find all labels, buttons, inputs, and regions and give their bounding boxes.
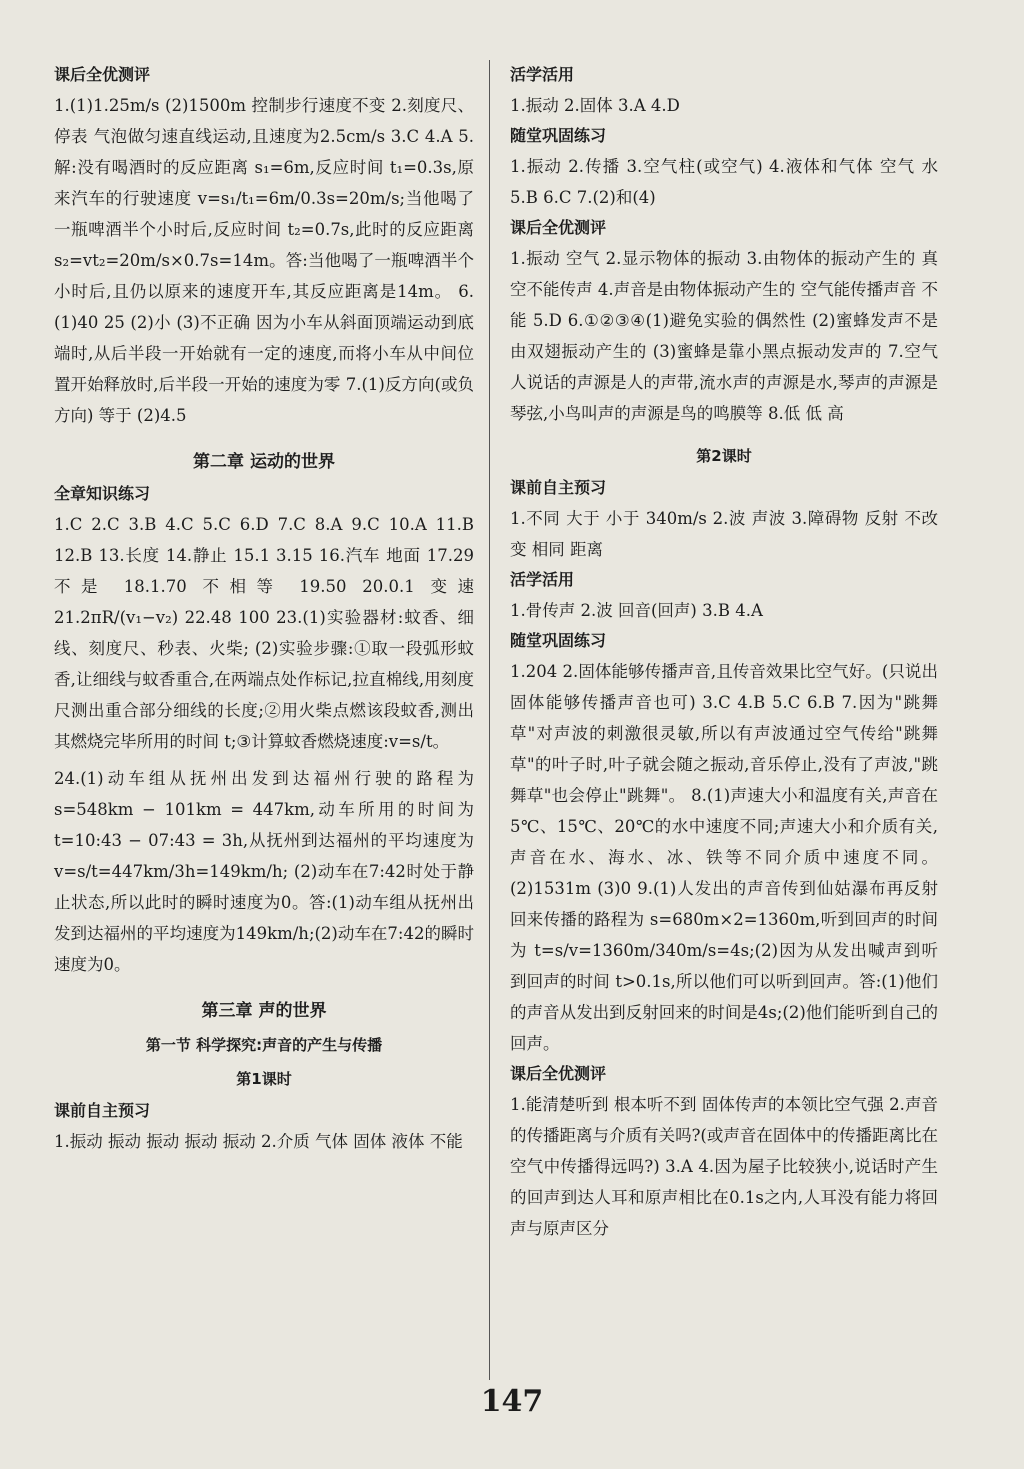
answer-paragraph: 1.振动 2.传播 3.空气柱(或空气) 4.液体和气体 空气 水 5.B 6.C 7.(2)和(4)	[510, 157, 938, 207]
section-title: 第一节 科学探究:声音的产生与传播	[145, 1036, 383, 1054]
section-heading: 课后全优测评	[510, 218, 607, 237]
answer-paragraph: 1.C 2.C 3.B 4.C 5.C 6.D 7.C 8.A 9.C 10.A 11.B 12.B 13.长度 14.静止 15.1 3.15 16.汽车 地面 17.29 不是 18.1.70 不相等 19.50 20.0.1 变速 21.2πR/(v₁−v₂) 22.48 100 23.(1)实验器材:蚊香、细线、刻度尺、秒表、火柴; (2)实验步骤:①取一段弧形蚊香,让细线与蚊香重合,在两端点处作标记,拉直棉线,用刻度尺测出重合部分细线的长度;②用火柴点燃该段蚊香,测出其燃烧完毕所用的时间 t;③计算蚊香燃烧速度:v=s/t。	[54, 515, 474, 751]
section-heading: 活学活用	[510, 570, 575, 589]
answer-paragraph: 1.振动 空气 2.显示物体的振动 3.由物体的振动产生的 真空不能传声 4.声音是由物体振动产生的 空气能传播声音 不能 5.D 6.①②③④(1)避免实验的偶然性 (2)蜜蜂发声不是由双翅振动产生的 (3)蜜蜂是靠小黑点振动发声的 7.空气 人说话的声源是人的声带,流水声的声源是水,琴声的声源是琴弦,小鸟叫声的声源是鸟的鸣膜等 8.低 低 高	[510, 249, 938, 423]
lesson-title: 第1课时	[236, 1070, 292, 1088]
section-heading: 课前自主预习	[54, 1101, 151, 1120]
answer-paragraph: 24.(1)动车组从抚州出发到达福州行驶的路程为 s=548km − 101km = 447km,动车所用的时间为 t=10:43 − 07:43 = 3h,从抚州到达福州的平均速度为 v=s/t=447km/3h=149km/h; (2)动车在7:42时处于静止状态,所以此时的瞬时速度为0。答:(1)动车组从抚州出发到达福州的平均速度为149km/h;(2)动车在7:42的瞬时速度为0。	[54, 769, 474, 974]
answer-paragraph: 1.(1)1.25m/s (2)1500m 控制步行速度不变 2.刻度尺、停表 气泡做匀速直线运动,且速度为2.5cm/s 3.C 4.A 5.解:没有喝酒时的反应距离 s₁=6m,反应时间 t₁=0.3s,原来汽车的行驶速度 v=s₁/t₁=6m/0.3s=20m/s;当他喝了一瓶啤酒半个小时后,反应时间 t₂=0.7s,此时的反应距离 s₂=vt₂=20m/s×0.7s=14m。答:当他喝了一瓶啤酒半个小时后,且仍以原来的速度开车,其反应距离是14m。 6.(1)40 25 (2)小 (3)不正确 因为小车从斜面顶端运动到底端时,从后半段一开始就有一定的速度,而将小车从中间位置开始释放时,后半段一开始的速度为零 7.(1)反方向(或负方向) 等于 (2)4.5	[54, 96, 474, 425]
right-column	[510, 60, 938, 1244]
section-heading: 课前自主预习	[510, 478, 607, 497]
answer-paragraph: 1.能清楚听到 根本听不到 固体传声的本领比空气强 2.声音的传播距离与介质有关吗?(或声音在固体中的传播距离比在空气中传播得远吗?) 3.A 4.因为屋子比较狭小,说话时产生的回声到达人耳和原声相比在0.1s之内,人耳没有能力将回声与原声区分	[510, 1095, 938, 1238]
section-heading: 课后全优测评	[54, 65, 151, 84]
left-column	[54, 60, 474, 1157]
answer-paragraph: 1.振动 2.固体 3.A 4.D	[510, 96, 680, 115]
section-heading: 随堂巩固练习	[510, 126, 607, 145]
column-divider	[489, 60, 490, 1380]
answer-paragraph: 1.不同 大于 小于 340m/s 2.波 声波 3.障碍物 反射 不改变 相同 距离	[510, 509, 938, 559]
lesson-title: 第2课时	[696, 447, 752, 465]
answer-paragraph: 1.204 2.固体能够传播声音,且传音效果比空气好。(只说出固体能够传播声音也可) 3.C 4.B 5.C 6.B 7.因为"跳舞草"对声波的刺激很灵敏,所以有声波通过空气传给"跳舞草"的叶子时,叶子就会随之振动,音乐停止,没有了声波,"跳舞草"也会停止"跳舞"。 8.(1)声速大小和温度有关,声音在5℃、15℃、20℃的水中速度不同;声速大小和介质有关,声音在水、海水、冰、铁等不同介质中速度不同。 (2)1531m (3)0 9.(1)人发出的声音传到仙姑瀑布再反射回来传播的路程为 s=680m×2=1360m,听到回声的时间为 t=s/v=1360m/340m/s=4s;(2)因为从发出喊声到听到回声的时间 t>0.1s,所以他们可以听到回声。答:(1)他们的声音从发出到反射回来的时间是4s;(2)他们能听到自己的回声。	[510, 662, 938, 1053]
chapter-title: 第二章 运动的世界	[193, 452, 335, 472]
page-number: 147	[480, 1384, 544, 1419]
chapter-title: 第三章 声的世界	[201, 1001, 327, 1021]
section-heading: 全章知识练习	[54, 484, 151, 503]
section-heading: 随堂巩固练习	[510, 631, 607, 650]
answer-paragraph: 1.振动 振动 振动 振动 振动 2.介质 气体 固体 液体 不能	[54, 1132, 463, 1151]
answer-paragraph: 1.骨传声 2.波 回音(回声) 3.B 4.A	[510, 601, 763, 620]
section-heading: 课后全优测评	[510, 1064, 607, 1083]
section-heading: 活学活用	[510, 65, 575, 84]
